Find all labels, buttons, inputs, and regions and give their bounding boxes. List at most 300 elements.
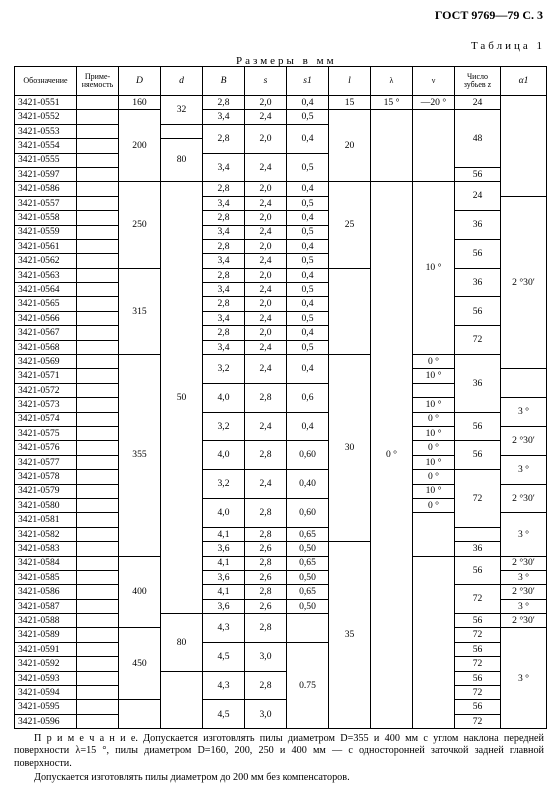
alpha1-cell: 3 °: [501, 628, 547, 729]
lambda-cell: [371, 110, 413, 182]
s1-cell: 0,4: [287, 182, 329, 196]
teeth-cell: 56: [455, 441, 501, 470]
alpha1-cell: 3 °: [501, 599, 547, 613]
s1-cell: 0,4: [287, 96, 329, 110]
s-cell: 2,8: [245, 585, 287, 599]
D-cell: 400: [119, 556, 161, 628]
D-cell: 450: [119, 628, 161, 700]
l-cell: 30: [329, 355, 371, 542]
B-cell: 3,4: [203, 225, 245, 239]
d-cell: 80: [161, 614, 203, 672]
s-cell: 3,0: [245, 700, 287, 729]
B-cell: 3,2: [203, 470, 245, 499]
table-row: [15, 542, 547, 556]
designation-cell: 3421-0557: [15, 196, 77, 210]
B-cell: 2,8: [203, 326, 245, 340]
s-cell: 2,8: [245, 614, 287, 643]
table-row: [15, 412, 547, 426]
applicability-cell: [77, 671, 119, 685]
s-cell: 2,4: [245, 283, 287, 297]
s-cell: 2,4: [245, 470, 287, 499]
col-nu: ν: [413, 67, 455, 96]
s-cell: 2,6: [245, 599, 287, 613]
B-cell: 3,2: [203, 355, 245, 384]
applicability-cell: [77, 686, 119, 700]
col-lambda: λ: [371, 67, 413, 96]
designation-cell: 3421-0571: [15, 369, 77, 383]
applicability-cell: [77, 714, 119, 728]
designation-cell: 3421-0592: [15, 657, 77, 671]
applicability-cell: [77, 153, 119, 167]
designation-cell: 3421-0586: [15, 585, 77, 599]
B-cell: 3,4: [203, 311, 245, 325]
s1-cell: 0,40: [287, 470, 329, 499]
B-cell: 3,4: [203, 340, 245, 354]
teeth-cell: 24: [455, 182, 501, 211]
table-row: [15, 556, 547, 570]
teeth-cell: 72: [455, 585, 501, 614]
teeth-cell: 72: [455, 714, 501, 728]
table-caption: Таблица 1: [470, 40, 545, 52]
s1-cell: 0,6: [287, 383, 329, 412]
applicability-cell: [77, 570, 119, 584]
designation-cell: 3421-0581: [15, 513, 77, 527]
table-row: [15, 326, 547, 340]
s-cell: 2,6: [245, 570, 287, 584]
designation-cell: 3421-0589: [15, 628, 77, 642]
alpha1-cell: 2 °30′: [501, 614, 547, 628]
teeth-cell: 36: [455, 268, 501, 297]
designation-cell: 3421-0580: [15, 498, 77, 512]
B-cell: 2,8: [203, 96, 245, 110]
s-cell: 2,4: [245, 196, 287, 210]
s-cell: 2,4: [245, 225, 287, 239]
d-cell: [161, 671, 203, 729]
B-cell: 4,0: [203, 498, 245, 527]
l-cell: 25: [329, 182, 371, 268]
d-cell: 50: [161, 182, 203, 614]
alpha1-cell: 3 °: [501, 455, 547, 484]
s1-cell: 0,4: [287, 326, 329, 340]
s1-cell: 0,4: [287, 124, 329, 153]
nu-cell: [413, 110, 455, 182]
designation-cell: 3421-0559: [15, 225, 77, 239]
s1-cell: 0,5: [287, 254, 329, 268]
s-cell: 2,8: [245, 671, 287, 700]
designation-cell: 3421-0551: [15, 96, 77, 110]
nu-cell: 10 °: [413, 455, 455, 469]
designation-cell: 3421-0567: [15, 326, 77, 340]
teeth-cell: 56: [455, 297, 501, 326]
table-row: [15, 96, 547, 110]
designation-cell: 3421-0562: [15, 254, 77, 268]
col-d: d: [161, 67, 203, 96]
applicability-cell: [77, 642, 119, 656]
applicability-cell: [77, 657, 119, 671]
col-l: l: [329, 67, 371, 96]
s-cell: 3,0: [245, 642, 287, 671]
applicability-cell: [77, 96, 119, 110]
table-row: [15, 470, 547, 484]
applicability-cell: [77, 398, 119, 412]
B-cell: 3,2: [203, 412, 245, 441]
designation-cell: 3421-0577: [15, 455, 77, 469]
s1-cell: 0,65: [287, 585, 329, 599]
table-row: [15, 110, 547, 124]
applicability-cell: [77, 196, 119, 210]
D-cell: 355: [119, 355, 161, 556]
col-B: B: [203, 67, 245, 96]
units-caption: Размеры в мм: [236, 55, 337, 67]
s-cell: 2,4: [245, 110, 287, 124]
s1-cell: 0,60: [287, 498, 329, 527]
s-cell: 2,4: [245, 412, 287, 441]
table-row: [15, 268, 547, 282]
teeth-cell: 36: [455, 355, 501, 413]
designation-cell: 3421-0569: [15, 355, 77, 369]
B-cell: 4,0: [203, 441, 245, 470]
designation-cell: 3421-0597: [15, 167, 77, 181]
nu-cell: 10 °: [413, 398, 455, 412]
teeth-cell: 56: [455, 671, 501, 685]
teeth-cell: 48: [455, 110, 501, 168]
nu-cell: 0 °: [413, 470, 455, 484]
B-cell: 2,8: [203, 124, 245, 153]
alpha1-cell: 2 °30′: [501, 426, 547, 455]
teeth-cell: 72: [455, 326, 501, 355]
s1-cell: 0,4: [287, 355, 329, 384]
designation-cell: 3421-0553: [15, 124, 77, 138]
table-row: [15, 239, 547, 253]
s-cell: 2,0: [245, 268, 287, 282]
designation-cell: 3421-0588: [15, 614, 77, 628]
designation-cell: 3421-0593: [15, 671, 77, 685]
alpha1-cell: 3 °: [501, 570, 547, 584]
nu-cell: [413, 383, 455, 397]
applicability-cell: [77, 225, 119, 239]
s1-cell: 0,50: [287, 542, 329, 556]
designation-cell: 3421-0591: [15, 642, 77, 656]
s1-cell: 0,5: [287, 153, 329, 182]
D-cell: [119, 700, 161, 729]
s1-cell: 0,5: [287, 225, 329, 239]
applicability-cell: [77, 355, 119, 369]
B-cell: 2,8: [203, 268, 245, 282]
applicability-cell: [77, 412, 119, 426]
B-cell: 4,5: [203, 642, 245, 671]
B-cell: 3,6: [203, 599, 245, 613]
B-cell: 3,4: [203, 283, 245, 297]
s-cell: 2,8: [245, 498, 287, 527]
s-cell: 2,0: [245, 182, 287, 196]
saw-dimensions-table: [14, 66, 547, 729]
table-row: [15, 585, 547, 599]
s1-cell: 0,4: [287, 268, 329, 282]
designation-cell: 3421-0594: [15, 686, 77, 700]
designation-cell: 3421-0565: [15, 297, 77, 311]
D-cell: 250: [119, 182, 161, 268]
col-s1: s1: [287, 67, 329, 96]
designation-cell: 3421-0584: [15, 556, 77, 570]
table-row: [15, 355, 547, 369]
B-cell: 3,6: [203, 570, 245, 584]
nu-cell: 10 °: [413, 484, 455, 498]
B-cell: 4,1: [203, 527, 245, 541]
l-cell: 15: [329, 96, 371, 110]
teeth-cell: 56: [455, 700, 501, 714]
table-row: [15, 614, 547, 628]
teeth-cell: 72: [455, 686, 501, 700]
nu-cell: 0 °: [413, 498, 455, 512]
s1-cell: 0,5: [287, 196, 329, 210]
l-cell: [329, 268, 371, 354]
alpha1-cell: 2 °30′: [501, 196, 547, 369]
applicability-cell: [77, 311, 119, 325]
teeth-cell: 56: [455, 614, 501, 628]
s1-cell: 0,65: [287, 556, 329, 570]
note-1: П р и м е ч а н и е. Допускается изготовлять пилы диаметром D=355 и 400 мм с углом наклона передней поверхности λ=15 °, пилы диаметром D=160, 200, 250 и 400 мм — с односторонней заточкой задней главной поверхности.: [14, 733, 544, 769]
designation-cell: 3421-0558: [15, 211, 77, 225]
D-cell: 200: [119, 110, 161, 182]
col-oboznachenie: Обозначение: [15, 67, 77, 96]
teeth-cell: 72: [455, 657, 501, 671]
notes-block: [14, 733, 544, 785]
s-cell: 2,8: [245, 527, 287, 541]
table-row: [15, 527, 547, 541]
note-2: Допускается изготовлять пилы диаметром до 200 мм без компенсаторов.: [34, 772, 350, 784]
applicability-cell: [77, 182, 119, 196]
teeth-cell: 72: [455, 470, 501, 528]
s-cell: 2,0: [245, 297, 287, 311]
designation-cell: 3421-0574: [15, 412, 77, 426]
applicability-cell: [77, 700, 119, 714]
nu-cell: [413, 556, 455, 729]
table-row: [15, 700, 547, 714]
s-cell: 2,4: [245, 355, 287, 384]
col-primenyaemost: Приме-няемость: [77, 67, 119, 96]
s1-cell: 0,5: [287, 340, 329, 354]
applicability-cell: [77, 110, 119, 124]
B-cell: 4,3: [203, 614, 245, 643]
nu-cell: [413, 513, 455, 556]
B-cell: 4,1: [203, 556, 245, 570]
applicability-cell: [77, 239, 119, 253]
applicability-cell: [77, 527, 119, 541]
teeth-cell: 56: [455, 239, 501, 268]
s1-cell: 0,4: [287, 211, 329, 225]
alpha1-cell: 2 °30′: [501, 585, 547, 599]
applicability-cell: [77, 369, 119, 383]
designation-cell: 3421-0587: [15, 599, 77, 613]
s1-cell: 0,50: [287, 599, 329, 613]
applicability-cell: [77, 628, 119, 642]
s1-cell: 0,50: [287, 570, 329, 584]
teeth-cell: 56: [455, 412, 501, 441]
applicability-cell: [77, 340, 119, 354]
s1-cell: 0,4: [287, 412, 329, 441]
teeth-cell: 36: [455, 211, 501, 240]
applicability-cell: [77, 542, 119, 556]
designation-cell: 3421-0568: [15, 340, 77, 354]
nu-cell: 0 °: [413, 441, 455, 455]
teeth-cell: 56: [455, 642, 501, 656]
s1-cell: 0,5: [287, 283, 329, 297]
designation-cell: 3421-0595: [15, 700, 77, 714]
designation-cell: 3421-0586: [15, 182, 77, 196]
alpha1-cell: 2 °30′: [501, 484, 547, 513]
nu-cell: 10 °: [413, 369, 455, 383]
designation-cell: 3421-0552: [15, 110, 77, 124]
applicability-cell: [77, 297, 119, 311]
s1-cell: 0,5: [287, 110, 329, 124]
alpha1-cell: [501, 96, 547, 197]
s-cell: 2,8: [245, 556, 287, 570]
applicability-cell: [77, 283, 119, 297]
applicability-cell: [77, 383, 119, 397]
applicability-cell: [77, 124, 119, 138]
teeth-cell: 36: [455, 542, 501, 556]
l-cell: 35: [329, 542, 371, 729]
applicability-cell: [77, 139, 119, 153]
B-cell: 3,6: [203, 542, 245, 556]
s-cell: 2,6: [245, 542, 287, 556]
designation-cell: 3421-0576: [15, 441, 77, 455]
alpha1-cell: 3 °: [501, 513, 547, 556]
applicability-cell: [77, 426, 119, 440]
table-row: [15, 642, 547, 656]
col-D: D: [119, 67, 161, 96]
s-cell: 2,8: [245, 383, 287, 412]
table-row: [15, 441, 547, 455]
teeth-cell: [455, 527, 501, 541]
s-cell: 2,8: [245, 441, 287, 470]
s-cell: 2,4: [245, 340, 287, 354]
designation-cell: 3421-0579: [15, 484, 77, 498]
s1-cell: 0,4: [287, 297, 329, 311]
applicability-cell: [77, 455, 119, 469]
applicability-cell: [77, 614, 119, 628]
designation-cell: 3421-0566: [15, 311, 77, 325]
col-s: s: [245, 67, 287, 96]
designation-cell: 3421-0561: [15, 239, 77, 253]
s-cell: 2,4: [245, 311, 287, 325]
D-cell: 315: [119, 268, 161, 354]
nu-cell: 0 °: [413, 412, 455, 426]
B-cell: 3,4: [203, 153, 245, 182]
teeth-cell: 56: [455, 556, 501, 585]
teeth-cell: 56: [455, 167, 501, 181]
nu-cell: 10 °: [413, 426, 455, 440]
page-header: ГОСТ 9769—79 С. 3: [434, 8, 543, 22]
col-teeth: Число зубьев z: [455, 67, 501, 96]
s-cell: 2,0: [245, 326, 287, 340]
lambda-cell: 15 °: [371, 96, 413, 110]
s1-cell: 0,65: [287, 527, 329, 541]
B-cell: 3,4: [203, 196, 245, 210]
alpha1-cell: 3 °: [501, 398, 547, 427]
applicability-cell: [77, 326, 119, 340]
s1-cell: [287, 614, 329, 643]
applicability-cell: [77, 513, 119, 527]
applicability-cell: [77, 254, 119, 268]
designation-cell: 3421-0563: [15, 268, 77, 282]
designation-cell: 3421-0564: [15, 283, 77, 297]
designation-cell: 3421-0596: [15, 714, 77, 728]
alpha1-cell: 2 °30′: [501, 556, 547, 570]
B-cell: 3,4: [203, 254, 245, 268]
col-alpha1: α1: [501, 67, 547, 96]
s1-cell: 0,60: [287, 441, 329, 470]
lambda-cell: 0 °: [371, 182, 413, 729]
s1-cell: 0,5: [287, 311, 329, 325]
nu-cell: 10 °: [413, 182, 455, 355]
s-cell: 2,0: [245, 96, 287, 110]
applicability-cell: [77, 556, 119, 570]
designation-cell: 3421-0583: [15, 542, 77, 556]
B-cell: 4,1: [203, 585, 245, 599]
B-cell: 4,0: [203, 383, 245, 412]
applicability-cell: [77, 268, 119, 282]
applicability-cell: [77, 498, 119, 512]
designation-cell: 3421-0573: [15, 398, 77, 412]
B-cell: 4,5: [203, 700, 245, 729]
s-cell: 2,0: [245, 239, 287, 253]
designation-cell: 3421-0578: [15, 470, 77, 484]
designation-cell: 3421-0582: [15, 527, 77, 541]
s-cell: 2,0: [245, 124, 287, 153]
table-header-row: [15, 67, 547, 96]
table-row: [15, 671, 547, 685]
table-row: [15, 182, 547, 196]
table-row: [15, 211, 547, 225]
applicability-cell: [77, 484, 119, 498]
B-cell: 2,8: [203, 211, 245, 225]
applicability-cell: [77, 470, 119, 484]
alpha1-cell: [501, 369, 547, 398]
designation-cell: 3421-0585: [15, 570, 77, 584]
applicability-cell: [77, 211, 119, 225]
teeth-cell: 72: [455, 628, 501, 642]
nu-cell: —20 °: [413, 96, 455, 110]
D-cell: 160: [119, 96, 161, 110]
s-cell: 2,0: [245, 211, 287, 225]
s1-cell: 0,4: [287, 239, 329, 253]
B-cell: 2,8: [203, 182, 245, 196]
B-cell: 4,3: [203, 671, 245, 700]
nu-cell: 0 °: [413, 355, 455, 369]
applicability-cell: [77, 167, 119, 181]
s-cell: 2,4: [245, 153, 287, 182]
designation-cell: 3421-0555: [15, 153, 77, 167]
designation-cell: 3421-0572: [15, 383, 77, 397]
s1-cell: 0.75: [287, 642, 329, 728]
B-cell: 3,4: [203, 110, 245, 124]
s-cell: 2,4: [245, 254, 287, 268]
B-cell: 2,8: [203, 239, 245, 253]
applicability-cell: [77, 441, 119, 455]
designation-cell: 3421-0554: [15, 139, 77, 153]
table-row: [15, 297, 547, 311]
B-cell: 2,8: [203, 297, 245, 311]
applicability-cell: [77, 585, 119, 599]
d-cell: [161, 124, 203, 138]
designation-cell: 3421-0575: [15, 426, 77, 440]
d-cell: 80: [161, 139, 203, 182]
teeth-cell: 24: [455, 96, 501, 110]
d-cell: 32: [161, 96, 203, 125]
applicability-cell: [77, 599, 119, 613]
l-cell: 20: [329, 110, 371, 182]
